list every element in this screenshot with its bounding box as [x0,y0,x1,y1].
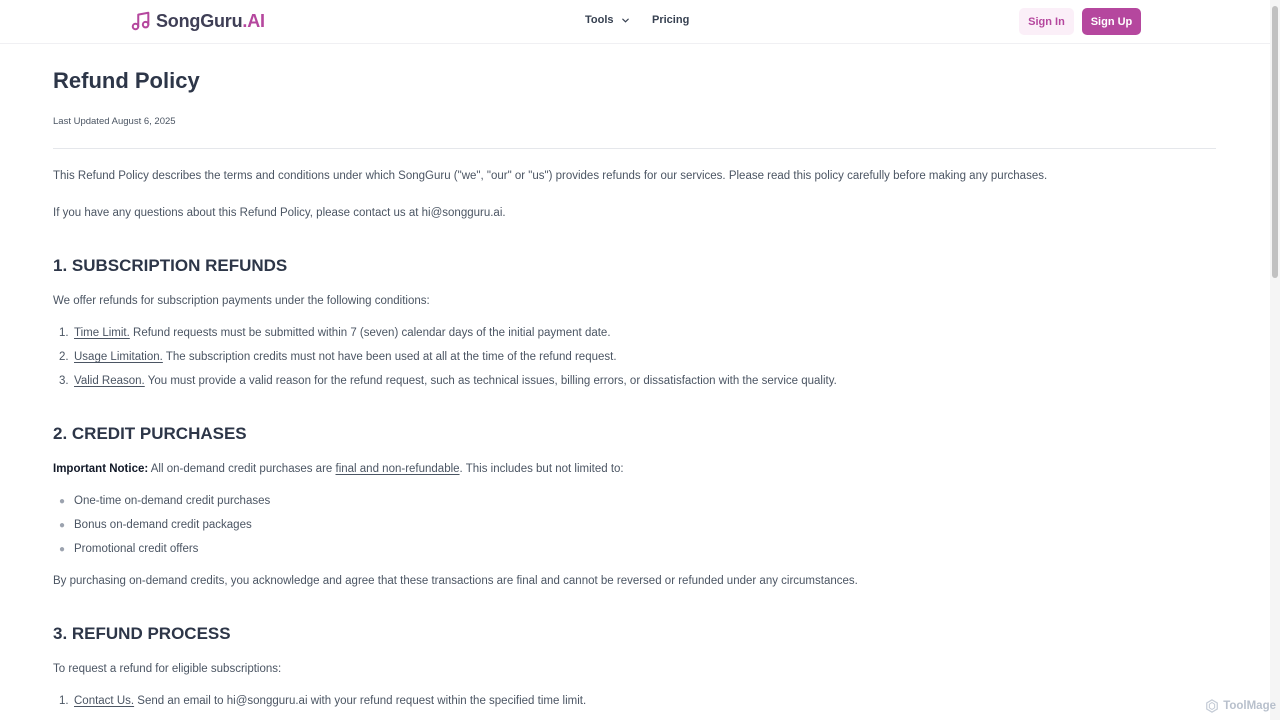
list-item [53,519,252,531]
term-valid-reason: Valid Reason. [74,375,145,387]
watermark [1205,699,1276,713]
list-item [53,495,270,507]
header-divider [53,148,1216,149]
bullet-dot: ● [59,520,66,531]
section-heading-subscription-refunds: 1. SUBSCRIPTION REFUNDS [53,256,288,275]
list-item-text: Refund requests must be submitted within 7 (seven) calendar days of the initial payment date. [129,327,611,339]
intro-paragraph: This Refund Policy describes the terms and conditions under which SongGuru ("we", "our" or "us") provides refunds for our services. Please read this policy carefully before making any purchases. [53,170,1048,182]
page-scrollbar[interactable] [1270,0,1280,720]
brand-name [156,11,265,32]
bullet-dot: ● [59,496,66,507]
list-item-text: Promotional credit offers [74,543,199,555]
notice-label: Important Notice: [53,463,149,475]
watermark-label: ToolMage [1223,700,1276,712]
term-usage-limitation: Usage Limitation. [74,351,163,363]
nav-tools-menu[interactable] [585,14,630,26]
section-heading-credit-purchases: 2. CREDIT PURCHASES [53,424,247,443]
list-item [53,351,617,363]
scrollbar-thumb[interactable] [1272,6,1278,278]
nav-pricing-label: Pricing [652,14,690,26]
last-updated-date: Last Updated August 6, 2025 [53,116,176,127]
top-navbar [0,0,1270,44]
toolmage-logo-icon [1205,699,1219,713]
list-item [53,543,198,555]
list-item-text: Bonus on-demand credit packages [74,519,252,531]
list-number: 1. [59,695,69,707]
list-number: 1. [59,327,69,339]
page-title: Refund Policy [53,68,200,93]
brand-name-accent: .AI [242,10,265,31]
music-note-icon [130,10,152,32]
chevron-down-icon [621,16,630,25]
brand-logo[interactable] [130,10,265,32]
bullet-dot: ● [59,544,66,555]
list-item-text: The subscription credits must not have been used at all at the time of the refund request. [162,351,617,363]
section1-lead: We offer refunds for subscription payments under the following conditions: [53,295,430,307]
sign-in-button[interactable]: Sign In [1019,8,1074,35]
list-number: 3. [59,375,69,387]
section-heading-refund-process: 3. REFUND PROCESS [53,624,231,643]
nav-pricing-link[interactable] [652,14,689,26]
list-item [53,375,837,387]
notice-non-refundable: final and non-refundable [335,463,460,475]
list-item-text: You must provide a valid reason for the refund request, such as technical issues, billing errors, or dissatisfaction with the service quality. [144,375,837,387]
list-item [53,695,586,707]
contact-paragraph: If you have any questions about this Refund Policy, please contact us at hi@songguru.ai. [53,207,506,219]
nav-tools-label: Tools [585,14,614,26]
list-number: 2. [59,351,69,363]
section2-closing: By purchasing on-demand credits, you acknowledge and agree that these transactions are final and cannot be reversed or refunded under any circumstances. [53,575,858,587]
term-time-limit: Time Limit. [74,327,130,339]
brand-name-primary: SongGuru [156,10,243,31]
list-item-text: Send an email to hi@songguru.ai with your refund request within the specified time limit. [134,695,587,707]
section3-lead: To request a refund for eligible subscriptions: [53,663,282,675]
term-contact-us: Contact Us. [74,695,135,707]
important-notice [53,463,624,475]
notice-text-post: . This includes but not limited to: [459,463,624,475]
notice-text-pre: All on-demand credit purchases are [148,463,336,475]
list-item-text: One-time on-demand credit purchases [74,495,271,507]
sign-up-button[interactable]: Sign Up [1082,8,1141,35]
list-item [53,327,611,339]
